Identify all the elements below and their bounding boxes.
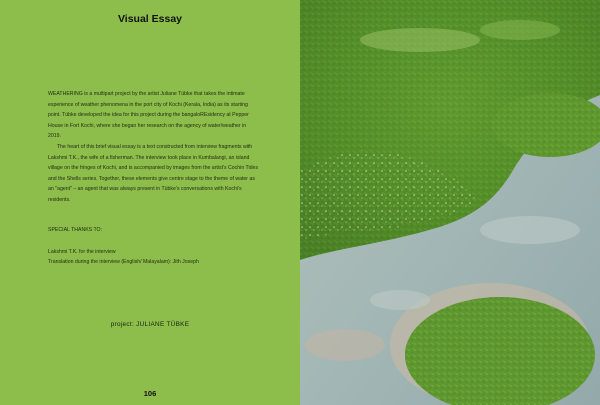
moss-and-water-ground-photo [300, 0, 600, 405]
thanks-line-translation: Translation during the interview (English/ Malayalam): Jith Joseph [48, 259, 199, 266]
thanks-heading: SPECIAL THANKS TO: [48, 227, 103, 233]
special-thanks [48, 225, 268, 268]
photo-illustration [300, 0, 600, 405]
essay-paragraph-2: The heart of this brief visual essay is a text constructed from interview fragments with Lakshmi T.K., the wife of a fisherman. The interview took place in Kumbalangi, an island village on the fringes of Kochi, and is accompanied by images from the artist's Cochin Tides and the Shells series. Together, these elements give centre stage to the theme of water as an "agent" – an agent that was always present in Tübke's conversations with Kochi's residents. [48, 143, 259, 203]
essay-title: Visual Essay [117, 13, 183, 25]
mud-patch-left [305, 329, 385, 361]
page-number: 106 [143, 389, 157, 398]
essay-body [48, 89, 260, 206]
project-credit: project: JULIANE TÜBKE [110, 321, 190, 328]
thanks-line-interview: Lakshmi T.K. for the interview [48, 248, 116, 255]
essay-paragraph-1: WEATHERING is a multipart project by the artist Juliane Tübke that takes the intimate experience of weather phenomena in the port city of Kochi (Kerala, India) as its starting point. Tübke developed the idea for this project during the bangaloREsidency at Pepper House in Fort Kochi, where she began her research on the agency of water/weather in 2019. [48, 91, 249, 140]
